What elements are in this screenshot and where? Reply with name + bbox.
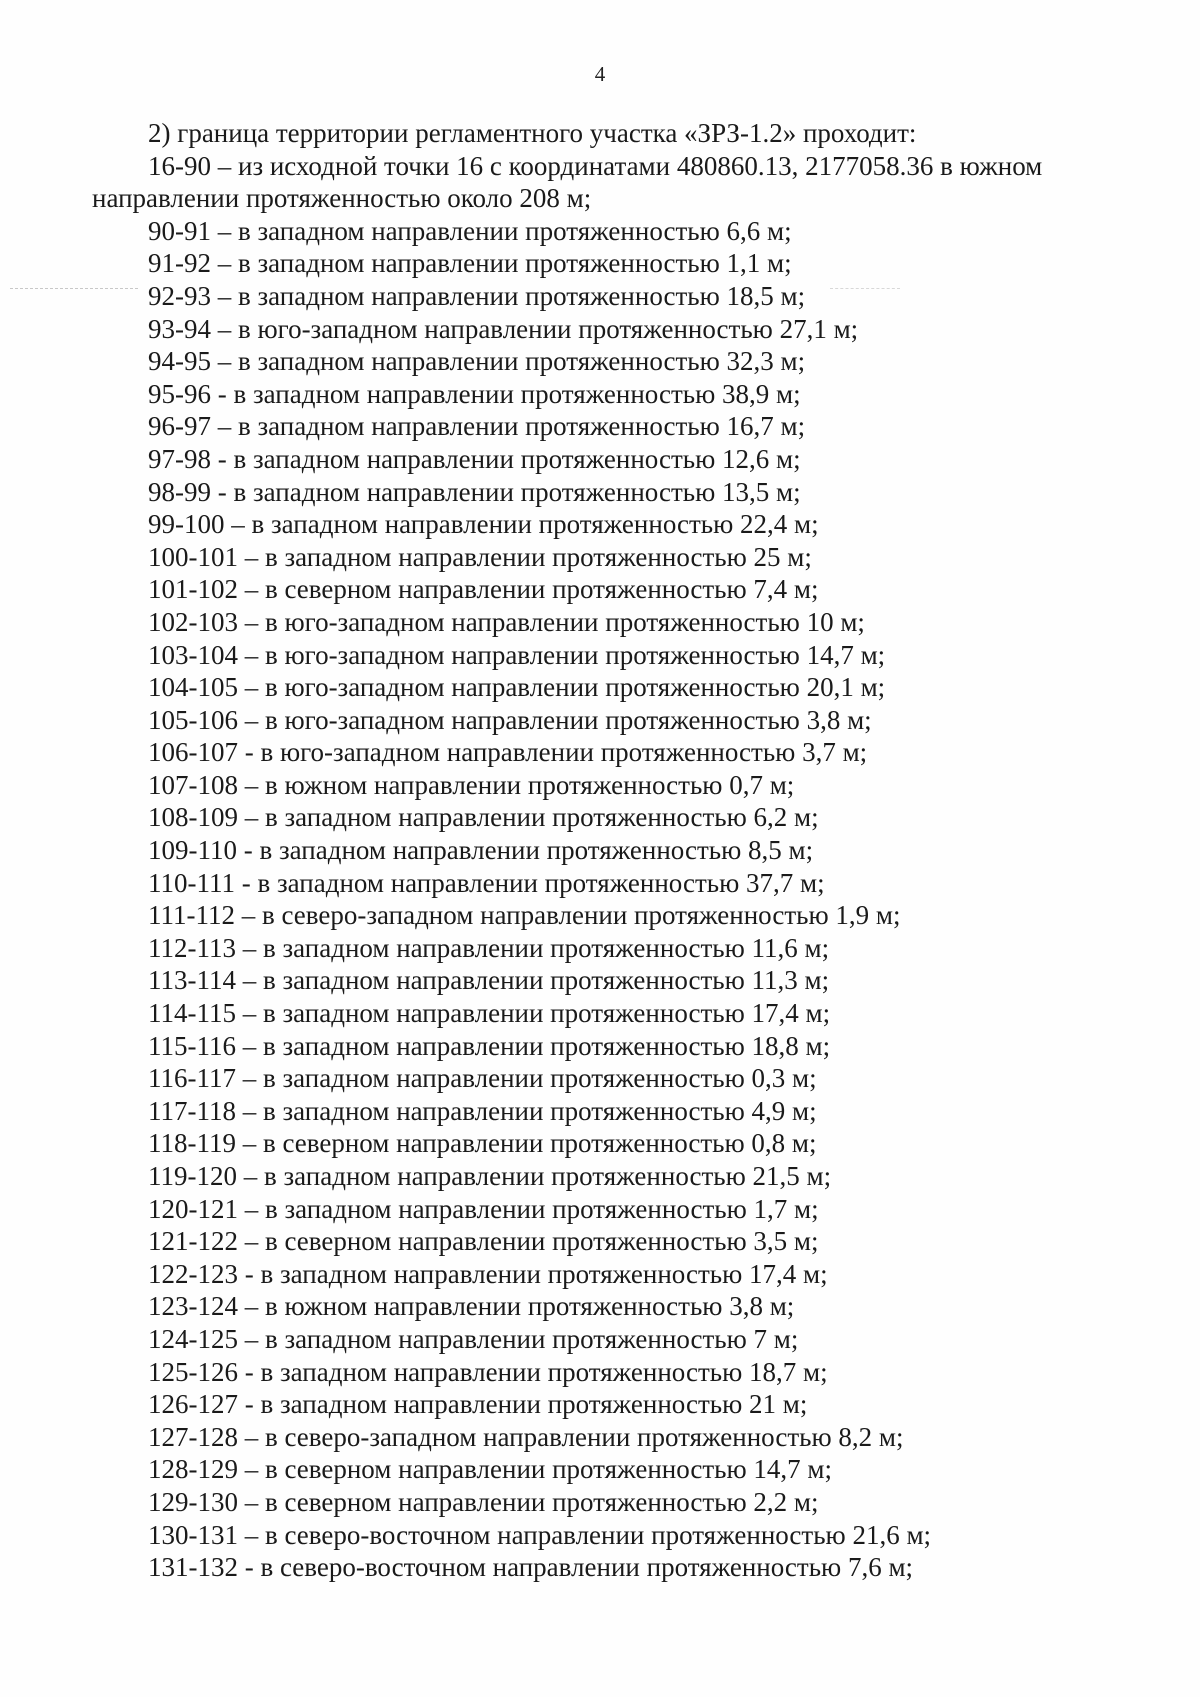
segment-line: 128-129 – в северном направлении протяженностью 14,7 м; <box>148 1454 833 1485</box>
segment-line: 107-108 – в южном направлении протяженностью 0,7 м; <box>148 769 795 800</box>
segment-line: 119-120 – в западном направлении протяженностью 21,5 м; <box>148 1161 832 1191</box>
segment-line: 94-95 – в западном направлении протяженностью 32,3 м; <box>148 346 806 377</box>
segment-line: 129-130 – в северном направлении протяженностью 2,2 м; <box>148 1486 819 1517</box>
segment-line: 122-123 - в западном направлении протяженностью 17,4 м; <box>148 1258 828 1289</box>
segment-line: 106-107 - в юго-западном направлении протяженностью 3,7 м; <box>148 737 868 768</box>
document-body <box>92 117 1122 1584</box>
intro-line-2: направлении протяженностью около 208 м; <box>92 183 592 214</box>
segment-line: 110-111 - в западном направлении протяженностью 37,7 м; <box>148 867 825 898</box>
segment-line: 109-110 - в западном направлении протяженностью 8,5 м; <box>148 835 814 866</box>
segment-line: 125-126 - в западном направлении протяженностью 18,7 м; <box>148 1356 828 1387</box>
section-heading: 2) граница территории регламентного участка «ЗРЗ-1.2» проходит: <box>148 118 917 148</box>
segment-line: 127-128 – в северо-западном направлении протяженностью 8,2 м; <box>148 1421 904 1452</box>
segment-line: 97-98 - в западном направлении протяженностью 12,6 м; <box>148 443 801 474</box>
segment-line: 103-104 – в юго-западном направлении протяженностью 14,7 м; <box>148 639 886 670</box>
segment-line: 124-125 – в западном направлении протяженностью 7 м; <box>148 1323 799 1354</box>
segment-line: 92-93 – в западном направлении протяженностью 18,5 м; <box>148 280 806 311</box>
segment-line: 90-91 – в западном направлении протяженностью 6,6 м; <box>148 215 792 246</box>
segment-line: 121-122 – в северном направлении протяженностью 3,5 м; <box>148 1226 819 1257</box>
segment-line: 104-105 – в юго-западном направлении протяженностью 20,1 м; <box>148 672 886 703</box>
segment-line: 91-92 – в западном направлении протяженностью 1,1 м; <box>148 248 792 279</box>
segment-line: 117-118 – в западном направлении протяженностью 4,9 м; <box>148 1095 817 1126</box>
segment-line: 112-113 – в западном направлении протяженностью 11,6 м; <box>148 932 830 963</box>
segment-line: 126-127 - в западном направлении протяженностью 21 м; <box>148 1389 808 1420</box>
segment-line: 120-121 – в западном направлении протяженностью 1,7 м; <box>148 1193 819 1224</box>
segment-line: 93-94 – в юго-западном направлении протяженностью 27,1 м; <box>148 313 859 344</box>
segment-line: 130-131 – в северо-восточном направлении протяженностью 21,6 м; <box>148 1519 932 1550</box>
segment-line: 114-115 – в западном направлении протяженностью 17,4 м; <box>148 998 831 1029</box>
segment-line: 105-106 – в юго-западном направлении протяженностью 3,8 м; <box>148 704 872 735</box>
intro-line-1: 16-90 – из исходной точки 16 с координатами 480860.13, 2177058.36 в южном <box>148 150 1043 181</box>
segment-line: 108-109 – в западном направлении протяженностью 6,2 м; <box>148 802 819 833</box>
segment-line: 116-117 – в западном направлении протяженностью 0,3 м; <box>148 1063 817 1094</box>
segment-line: 113-114 – в западном направлении протяженностью 11,3 м; <box>148 965 830 996</box>
segment-line: 98-99 - в западном направлении протяженностью 13,5 м; <box>148 476 801 507</box>
segment-line: 111-112 – в северо-западном направлении протяженностью 1,9 м; <box>148 900 901 931</box>
segment-line: 123-124 – в южном направлении протяженностью 3,8 м; <box>148 1291 795 1322</box>
page-number: 4 <box>594 62 606 86</box>
segment-line: 95-96 - в западном направлении протяженностью 38,9 м; <box>148 378 801 409</box>
segment-line: 99-100 – в западном направлении протяженностью 22,4 м; <box>148 509 819 540</box>
segment-list <box>92 215 1122 1584</box>
segment-line: 102-103 – в юго-западном направлении протяженностью 10 м; <box>148 606 865 637</box>
segment-line: 115-116 – в западном направлении протяженностью 18,8 м; <box>148 1030 831 1061</box>
segment-line: 100-101 – в западном направлении протяженностью 25 м; <box>148 541 812 572</box>
segment-line: 96-97 – в западном направлении протяженностью 16,7 м; <box>148 411 806 442</box>
segment-line: 118-119 – в северном направлении протяженностью 0,8 м; <box>148 1128 817 1159</box>
segment-line: 131-132 - в северо-восточном направлении протяженностью 7,6 м; <box>148 1552 914 1583</box>
segment-line: 101-102 – в северном направлении протяженностью 7,4 м; <box>148 574 819 605</box>
